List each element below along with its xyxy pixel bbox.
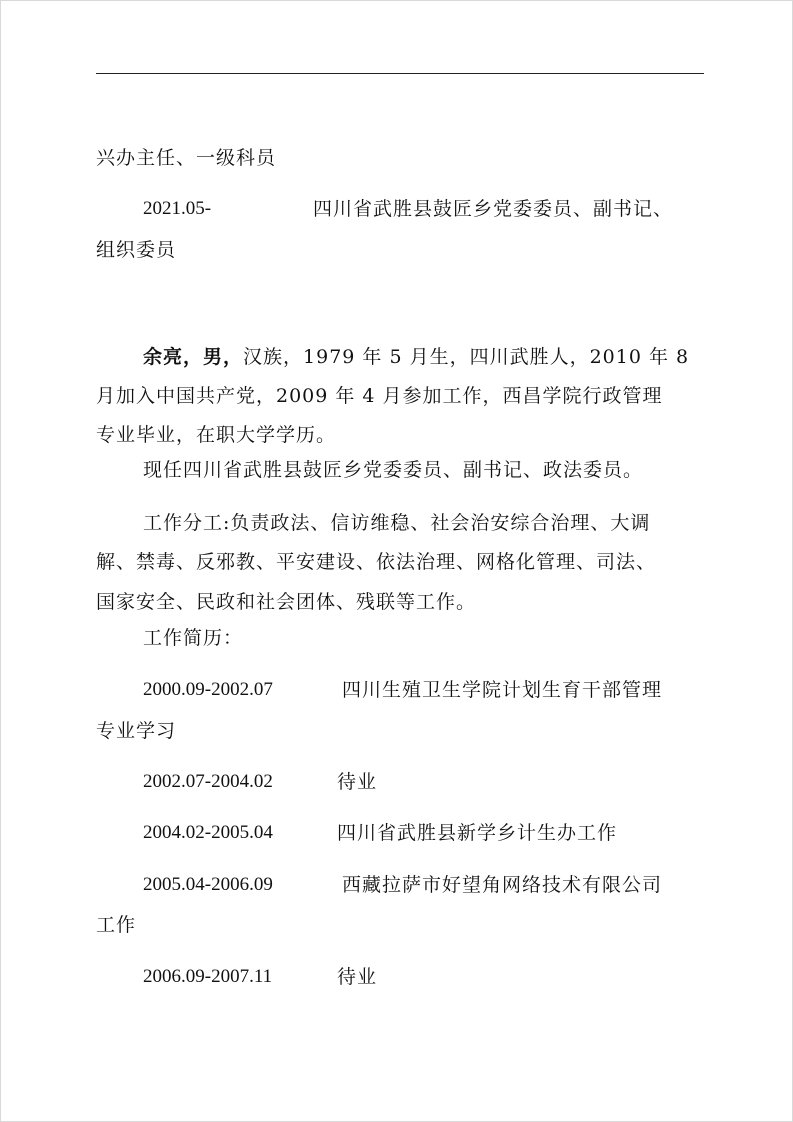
prev-entry-text-cont: 组织委员 — [96, 239, 177, 261]
resume-text: 待业 — [337, 771, 378, 793]
resume-heading: 工作简历： — [143, 627, 244, 649]
duties-line-1: 工作分工:负责政法、信访维稳、社会治安综合治理、大调 — [143, 512, 651, 534]
duties-line-3: 国家安全、民政和社会团体、残联等工作。 — [96, 591, 477, 613]
resume-text: 四川生殖卫生学院计划生育干部管理 — [342, 679, 663, 701]
resume-date: 2005.04-2006.09 — [143, 874, 273, 895]
continuation-line: 兴办主任、一级科员 — [96, 147, 277, 169]
person-name: 余亮，男， — [143, 346, 244, 368]
resume-date: 2006.09-2007.11 — [143, 966, 273, 987]
bio-line-1-text: 汉族，1979 年 5 月生，四川武胜人，2010 年 8 — [243, 346, 690, 368]
header-rule — [96, 73, 704, 74]
duties-line-2: 解、禁毒、反邪教、平安建设、依法治理、网格化管理、司法、 — [96, 551, 657, 573]
current-post: 现任四川省武胜县鼓匠乡党委委员、副书记、政法委员。 — [143, 459, 644, 481]
resume-date: 2004.02-2005.04 — [143, 822, 273, 843]
resume-text-cont: 专业学习 — [96, 720, 177, 742]
resume-date: 2002.07-2004.02 — [143, 771, 273, 792]
bio-line-2: 月加入中国共产党，2009 年 4 月参加工作，西昌学院行政管理 — [96, 385, 663, 407]
bio-line-3: 专业毕业，在职大学学历。 — [96, 424, 337, 446]
resume-text: 四川省武胜县新学乡计生办工作 — [337, 822, 618, 844]
prev-entry-text: 四川省武胜县鼓匠乡党委委员、副书记、 — [313, 198, 674, 220]
resume-text: 西藏拉萨市好望角网络技术有限公司 — [342, 874, 663, 896]
resume-date: 2000.09-2002.07 — [143, 679, 273, 700]
resume-text-cont: 工作 — [96, 914, 137, 936]
prev-entry-date: 2021.05- — [143, 198, 212, 219]
resume-text: 待业 — [337, 966, 378, 988]
bio-line-1 — [143, 345, 689, 369]
